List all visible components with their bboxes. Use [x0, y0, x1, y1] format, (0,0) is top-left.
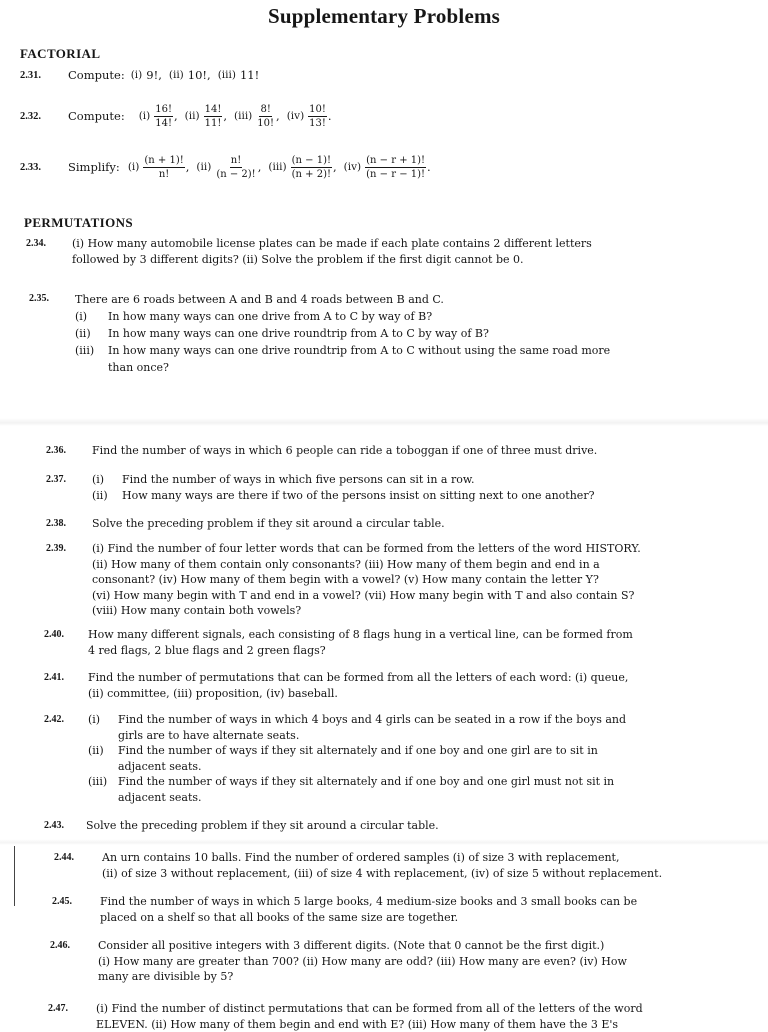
- sub-question-cont: [88, 790, 626, 806]
- problem-text-line: (ii) How many of them contain only consonants? (iii) How many of them begin and end in a: [92, 557, 641, 573]
- problem-item: [268, 155, 336, 180]
- fraction-denominator: (n − 2)!: [215, 168, 256, 180]
- sub-question: [75, 342, 610, 359]
- problem-text-line: There are 6 roads between A and B and 4 roads between B and C.: [75, 291, 610, 308]
- problem-item: [234, 104, 280, 129]
- sub-text: Find the number of ways in which 4 boys and 4 girls can be seated in a row if the boys and: [118, 712, 626, 728]
- item-expression: 9!,: [146, 68, 162, 82]
- item-label: (ii): [196, 161, 211, 173]
- separator: ,: [333, 160, 337, 174]
- item-expression: 11!: [240, 68, 259, 82]
- problem-number: 2.32.: [20, 111, 68, 122]
- sub-label: (i): [88, 712, 118, 728]
- fraction-numerator: 14!: [204, 104, 223, 117]
- problem-text-line: How many different signals, each consisting of 8 flags hung in a vertical line, can be formed from: [88, 627, 633, 643]
- sub-question: [88, 712, 626, 728]
- problem-number: 2.45.: [52, 894, 72, 910]
- problem-text-line: (ii) committee, (iii) proposition, (iv) baseball.: [88, 686, 628, 702]
- problem-2-31: [20, 66, 266, 84]
- problem-number: 2.39.: [46, 541, 66, 557]
- fraction: [215, 155, 256, 180]
- problem-2-33: [20, 150, 438, 184]
- photo-seam: [0, 839, 768, 845]
- item-label: (iv): [344, 161, 361, 173]
- problem-text-line: (viii) How many contain both vowels?: [92, 603, 641, 619]
- fraction-numerator: n!: [230, 155, 242, 168]
- sub-label: (ii): [75, 325, 108, 342]
- separator: .: [427, 160, 431, 174]
- section-heading-factorial: FACTORIAL: [20, 46, 100, 62]
- sub-text: Find the number of ways if they sit alternately and if one boy and one girl must not sit in: [118, 774, 614, 790]
- page-title: Supplementary Problems: [0, 4, 768, 29]
- problem-text-line: Solve the preceding problem if they sit around a circular table.: [92, 516, 445, 532]
- problem-item: [185, 104, 227, 129]
- problem-text-line: (i) How many automobile license plates can be made if each plate contains 2 different letters: [72, 236, 592, 252]
- problem-item: [131, 68, 162, 82]
- sub-question-cont: [88, 728, 626, 744]
- problem-text-line: ELEVEN. (ii) How many of them begin and end with E? (iii) How many of them have the 3 E's: [96, 1017, 643, 1032]
- fraction: [204, 104, 223, 129]
- fraction-numerator: 16!: [154, 104, 173, 117]
- sub-question-cont: [75, 359, 610, 376]
- problem-item: [287, 104, 332, 129]
- item-label: (iv): [287, 110, 304, 122]
- item-label: (iii): [218, 69, 236, 81]
- problem-number: 2.37.: [46, 472, 66, 488]
- fraction-numerator: 10!: [308, 104, 327, 117]
- sub-question-cont: [88, 759, 626, 775]
- problem-number: 2.47.: [48, 1001, 68, 1017]
- sub-question: [92, 472, 594, 488]
- problem-text-line: many are divisible by 5?: [98, 969, 627, 985]
- problem-verb: Simplify:: [68, 160, 120, 174]
- sub-text: In how many ways can one drive roundtrip from A to C without using the same road more: [108, 342, 610, 359]
- sub-label: (ii): [92, 488, 122, 504]
- sub-label: (iii): [75, 342, 108, 359]
- fraction-numerator: (n + 1)!: [143, 155, 184, 168]
- problem-number: 2.33.: [20, 162, 68, 173]
- sub-text: adjacent seats.: [118, 759, 202, 775]
- sub-text: In how many ways can one drive from A to C by way of B?: [108, 308, 432, 325]
- sub-label: (iii): [88, 774, 118, 790]
- problem-text-line: placed on a shelf so that all books of the same size are together.: [100, 910, 637, 926]
- problem-number: 2.34.: [26, 236, 46, 252]
- fraction-numerator: 8!: [259, 104, 271, 117]
- problem-number: 2.35.: [29, 291, 49, 307]
- item-label: (iii): [234, 110, 252, 122]
- fraction: [154, 104, 173, 129]
- fraction-denominator: (n − r − 1)!: [365, 168, 426, 180]
- sub-text: adjacent seats.: [118, 790, 202, 806]
- sub-text: How many ways are there if two of the persons insist on sitting next to one another?: [122, 488, 594, 504]
- sub-text: Find the number of ways if they sit alternately and if one boy and one girl are to sit in: [118, 743, 598, 759]
- problem-text-line: (vi) How many begin with T and end in a vowel? (vii) How many begin with T and also contain S?: [92, 588, 641, 604]
- sub-label: (ii): [88, 743, 118, 759]
- sub-label: (i): [75, 308, 108, 325]
- item-label: (iii): [268, 161, 286, 173]
- item-label: (ii): [185, 110, 200, 122]
- fraction-denominator: (n + 2)!: [291, 168, 332, 180]
- problem-number: 2.42.: [44, 712, 64, 728]
- problem-item: [128, 155, 190, 180]
- page-edge-line: [14, 846, 15, 906]
- problem-text-line: (i) Find the number of distinct permutations that can be formed from all of the letters of the word: [96, 1001, 643, 1017]
- problem-number: 2.36.: [46, 443, 66, 459]
- fraction-denominator: 11!: [204, 117, 223, 129]
- sub-text: Find the number of ways in which five persons can sit in a row.: [122, 472, 474, 488]
- problem-text-line: Find the number of ways in which 6 people can ride a toboggan if one of three must drive.: [92, 443, 597, 459]
- problem-verb: Compute:: [68, 68, 125, 82]
- sub-question: [88, 743, 626, 759]
- sub-text: than once?: [108, 359, 169, 376]
- sub-question: [75, 325, 610, 342]
- problem-number: 2.38.: [46, 516, 66, 532]
- sub-question: [88, 774, 626, 790]
- sub-text: In how many ways can one drive roundtrip from A to C by way of B?: [108, 325, 489, 342]
- sub-question: [92, 488, 594, 504]
- fraction-denominator: n!: [158, 168, 170, 180]
- separator: .: [328, 109, 332, 123]
- fraction: [365, 155, 426, 180]
- problem-number: 2.31.: [20, 70, 68, 81]
- separator: ,: [223, 109, 227, 123]
- problem-item: [218, 68, 260, 82]
- item-label: (i): [131, 69, 143, 81]
- problem-verb: Compute:: [68, 109, 125, 123]
- section-heading-permutations: PERMUTATIONS: [24, 215, 133, 231]
- photo-seam: [0, 418, 768, 426]
- problem-item: [169, 68, 211, 82]
- problem-text-line: An urn contains 10 balls. Find the number of ordered samples (i) of size 3 with replacement,: [102, 850, 662, 866]
- problem-text-line: (i) How many are greater than 700? (ii) How many are odd? (iii) How many are even? (iv) How: [98, 954, 627, 970]
- item-label: (i): [139, 110, 151, 122]
- separator: ,: [258, 160, 262, 174]
- fraction-numerator: (n − 1)!: [291, 155, 332, 168]
- fraction: [256, 104, 275, 129]
- problem-text-line: (ii) of size 3 without replacement, (iii) of size 4 with replacement, (iv) of size 5 without replacement.: [102, 866, 662, 882]
- problem-number: 2.43.: [44, 818, 64, 834]
- problem-item: [139, 104, 178, 129]
- fraction-denominator: 13!: [308, 117, 327, 129]
- problem-number: 2.40.: [44, 627, 64, 643]
- item-expression: 10!,: [188, 68, 211, 82]
- fraction: [143, 155, 184, 180]
- separator: ,: [186, 160, 190, 174]
- problem-item: [196, 155, 261, 180]
- fraction-numerator: (n − r + 1)!: [365, 155, 426, 168]
- problem-text-line: Consider all positive integers with 3 different digits. (Note that 0 cannot be the first digit.): [98, 938, 627, 954]
- problem-text-line: 4 red flags, 2 blue flags and 2 green flags?: [88, 643, 633, 659]
- separator: ,: [276, 109, 280, 123]
- problem-number: 2.44.: [54, 850, 74, 866]
- problem-2-32: [20, 100, 339, 132]
- problem-text-line: consonant? (iv) How many of them begin with a vowel? (v) How many contain the letter Y?: [92, 572, 641, 588]
- item-label: (ii): [169, 69, 184, 81]
- fraction-denominator: 14!: [154, 117, 173, 129]
- fraction: [308, 104, 327, 129]
- problem-text-line: followed by 3 different digits? (ii) Solve the problem if the first digit cannot be 0.: [72, 252, 592, 268]
- fraction-denominator: 10!: [256, 117, 275, 129]
- problem-text-line: (i) Find the number of four letter words that can be formed from the letters of the word HISTORY.: [92, 541, 641, 557]
- problem-text-line: Solve the preceding problem if they sit around a circular table.: [86, 818, 439, 834]
- sub-question: [75, 308, 610, 325]
- sub-text: girls are to have alternate seats.: [118, 728, 299, 744]
- item-label: (i): [128, 161, 140, 173]
- problem-number: 2.46.: [50, 938, 70, 954]
- problem-number: 2.41.: [44, 670, 64, 686]
- problem-text-line: Find the number of permutations that can be formed from all the letters of each word: (i) queue,: [88, 670, 628, 686]
- problem-item: [344, 155, 431, 180]
- separator: ,: [174, 109, 178, 123]
- problem-text-line: Find the number of ways in which 5 large books, 4 medium-size books and 3 small books can be: [100, 894, 637, 910]
- sub-label: (i): [92, 472, 122, 488]
- fraction: [291, 155, 332, 180]
